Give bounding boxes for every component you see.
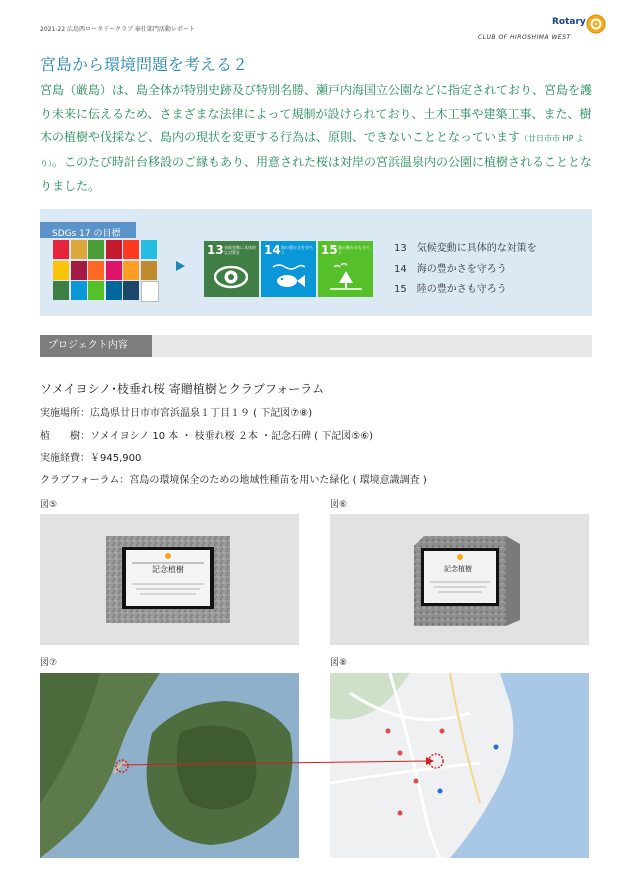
sdg-goals-list xyxy=(394,239,537,301)
sdg-mini-tile xyxy=(123,240,139,259)
fish-icon xyxy=(271,261,307,291)
figure-7-label: 図⑦ xyxy=(40,658,58,668)
page-title: 宮島から環境問題を考える２ xyxy=(40,55,249,74)
stone-plaque-front-image xyxy=(40,514,299,645)
sdgs-17-goals-grid xyxy=(53,240,157,302)
goal-list-item: 13 気候変動に具体的な対策を xyxy=(394,243,537,254)
sdg-mini-tile xyxy=(53,261,69,280)
goal-14-tile-label: 海の豊かさを守ろう xyxy=(281,245,313,255)
intro-tail: 。このたび時計台移設のご縁もあり、用意された桜は対岸の宮浜温泉内の公園に植樹されることとなりました。 xyxy=(40,154,593,193)
intro-paragraph xyxy=(40,79,600,199)
intro-main: 宮島（厳島）は、島全体が特別史跡及び特別名勝、瀬戸内海国立公園などに指定されており、宮島を護り未来に伝えるため、さまざまな法律によって規制が設けられており、土木工事や建築工事、また、樹木の植樹や伐採など、島内の現状を変更する行為は、原則、できないこととなっています xyxy=(40,83,593,144)
figure-5-photo xyxy=(40,514,299,645)
rotary-wheel-icon xyxy=(586,14,606,34)
sdg-mini-tile xyxy=(123,281,139,300)
sdg-mini-tile xyxy=(53,281,69,300)
project-title: ソメイヨシノ･枝垂れ桜 寄贈植樹とクラブフォーラム xyxy=(40,382,325,396)
sdg-mini-tile xyxy=(53,240,69,259)
sdg-goal-13-tile xyxy=(204,241,259,297)
intro-source: （廿日市市 HP より） xyxy=(40,134,584,168)
figure-6-photo xyxy=(330,514,589,645)
goal-13-number: 13 xyxy=(207,243,224,257)
sdg-mini-tile xyxy=(88,281,104,300)
detail-forum: クラブフォーラム：宮島の環境保全のための地域性種苗を用いた緑化 ( 環境意識調査 ) xyxy=(40,475,427,486)
plaque-title-front: 記念植樹 xyxy=(152,565,184,574)
sdg-mini-tile xyxy=(71,281,87,300)
arrow-right-icon xyxy=(176,261,185,271)
detail-cost: 実施経費：￥945,900 xyxy=(40,453,142,464)
detail-location: 実施場所：広島県廿日市市宮浜温泉１丁目１９ ( 下記図⑦⑧) xyxy=(40,408,313,419)
sdg-mini-tile xyxy=(141,281,159,302)
figure-8-label: 図⑧ xyxy=(330,658,348,668)
sdg-mini-tile xyxy=(71,240,87,259)
plaque-title-angled: 記念植樹 xyxy=(444,565,472,573)
stone-plaque-angled-image xyxy=(330,514,589,645)
rotary-logo-text: Rotary xyxy=(552,17,586,27)
sdg-mini-tile xyxy=(141,261,157,280)
goal-15-number: 15 xyxy=(321,243,338,257)
sdg-mini-tile xyxy=(88,261,104,280)
map-connector-arrow-icon xyxy=(118,748,438,778)
goal-list-item: 14 海の豊かさを守ろう xyxy=(394,263,507,275)
sdg-mini-tile xyxy=(71,261,87,280)
sdg-mini-tile xyxy=(106,240,122,259)
tree-bird-icon xyxy=(328,261,364,293)
goal-list-item: 15 陸の豊かさも守ろう xyxy=(394,284,507,295)
figure-6-label: 図⑥ xyxy=(330,500,348,510)
sdg-goal-15-tile xyxy=(318,241,373,297)
club-name: CLUB OF HIROSHIMA WEST xyxy=(478,34,571,41)
sdg-mini-tile xyxy=(88,240,104,259)
goal-15-tile-label: 陸の豊かさも守ろう xyxy=(338,245,370,255)
figure-5-label: 図⑤ xyxy=(40,500,58,510)
report-header: 2021-22 広島西ロータリークラブ 奉仕部門活動レポート xyxy=(40,26,195,33)
goal-13-tile-label: 気候変動に具体的な対策を xyxy=(224,245,256,255)
detail-planting: 植 樹：ソメイヨシノ 10 本 ・ 枝垂れ桜 ２本 ・記念石碑 ( 下記図⑤⑥) xyxy=(40,431,374,442)
sdg-mini-tile xyxy=(106,281,122,300)
sdg-mini-tile xyxy=(141,240,157,259)
goal-14-number: 14 xyxy=(264,243,281,257)
project-section-tag: プロジェクト内容 xyxy=(40,335,152,357)
sdgs-label: SDGs 17 の目標 xyxy=(52,229,121,239)
sdg-mini-tile xyxy=(123,261,139,280)
eye-globe-icon xyxy=(214,261,248,293)
sdg-mini-tile xyxy=(106,261,122,280)
sdg-goal-14-tile xyxy=(261,241,316,297)
